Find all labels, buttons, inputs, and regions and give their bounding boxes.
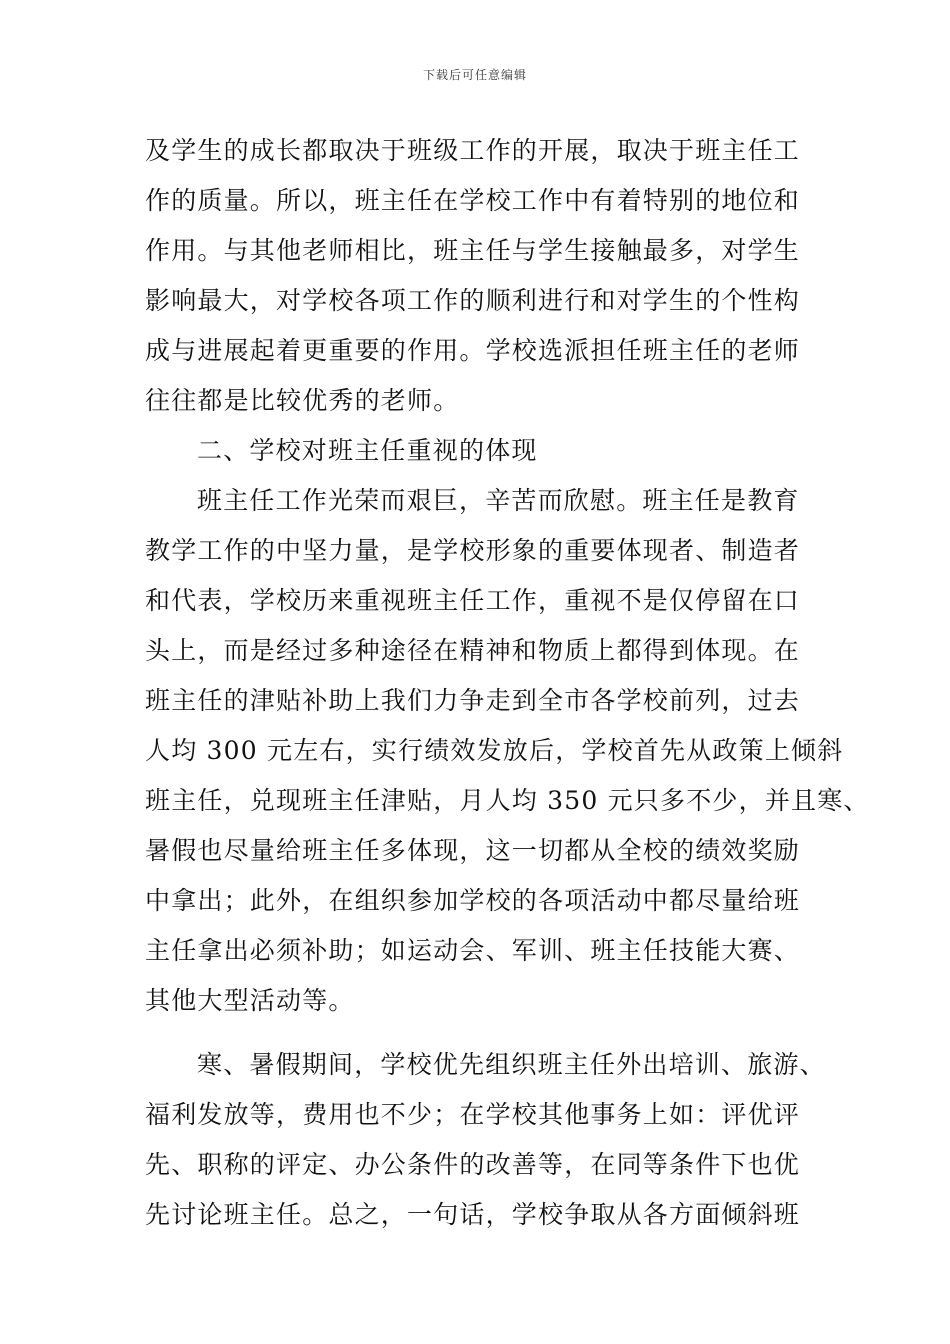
text-line: 主任拿出必须补助；如运动会、军训、班主任技能大赛、 — [145, 936, 801, 965]
text-line: 其他大型活动等。 — [145, 986, 355, 1015]
text-line: 和代表，学校历来重视班主任工作，重视不是仅停留在口 — [145, 586, 801, 615]
document-body — [145, 126, 870, 1240]
text-line: 中拿出；此外，在组织参加学校的各项活动中都尽量给班 — [145, 886, 801, 915]
text-line: 教学工作的中坚力量，是学校形象的重要体现者、制造者 — [145, 536, 801, 565]
paragraph-gap — [145, 1026, 815, 1040]
text-line: 班主任工作光荣而艰巨，辛苦而欣慰。班主任是教育 — [197, 486, 800, 515]
text-line: 影响最大，对学校各项工作的顺利进行和对学生的个性构 — [145, 286, 801, 315]
text-line: 班主任，兑现班主任津贴，月人均 350 元只多不少，并且寒、 — [145, 786, 870, 815]
text-line: 先讨论班主任。总之，一句话，学校争取从各方面倾斜班 — [145, 1200, 801, 1229]
section-heading-block — [145, 426, 815, 476]
paragraph — [145, 1040, 826, 1240]
text-line: 作的质量。所以，班主任在学校工作中有着特别的地位和 — [145, 186, 801, 215]
text-line: 暑假也尽量给班主任多体现，这一切都从全校的绩效奖励 — [145, 836, 801, 865]
paragraph — [145, 476, 870, 1026]
text-line: 及学生的成长都取决于班级工作的开展，取决于班主任工 — [145, 136, 801, 165]
paragraph — [145, 126, 815, 426]
page-header: 下载后可任意编辑 — [422, 68, 527, 82]
text-line: 头上，而是经过多种途径在精神和物质上都得到体现。在 — [145, 636, 801, 665]
text-line: 作用。与其他老师相比，班主任与学生接触最多，对学生 — [145, 236, 801, 265]
text-line: 班主任的津贴补助上我们力争走到全市各学校前列，过去 — [145, 686, 801, 715]
text-line: 人均 300 元左右，实行绩效发放后，学校首先从政策上倾斜 — [145, 736, 844, 765]
text-line: 成与进展起着更重要的作用。学校选派担任班主任的老师 — [145, 336, 801, 365]
text-line: 寒、暑假期间，学校优先组织班主任外出培训、旅游、 — [197, 1050, 826, 1079]
section-heading: 二、学校对班主任重视的体现 — [197, 436, 538, 465]
text-line: 福利发放等，费用也不少；在学校其他事务上如：评优评 — [145, 1100, 801, 1129]
text-line: 往往都是比较优秀的老师。 — [145, 386, 460, 415]
text-line: 先、职称的评定、办公条件的改善等，在同等条件下也优 — [145, 1150, 801, 1179]
